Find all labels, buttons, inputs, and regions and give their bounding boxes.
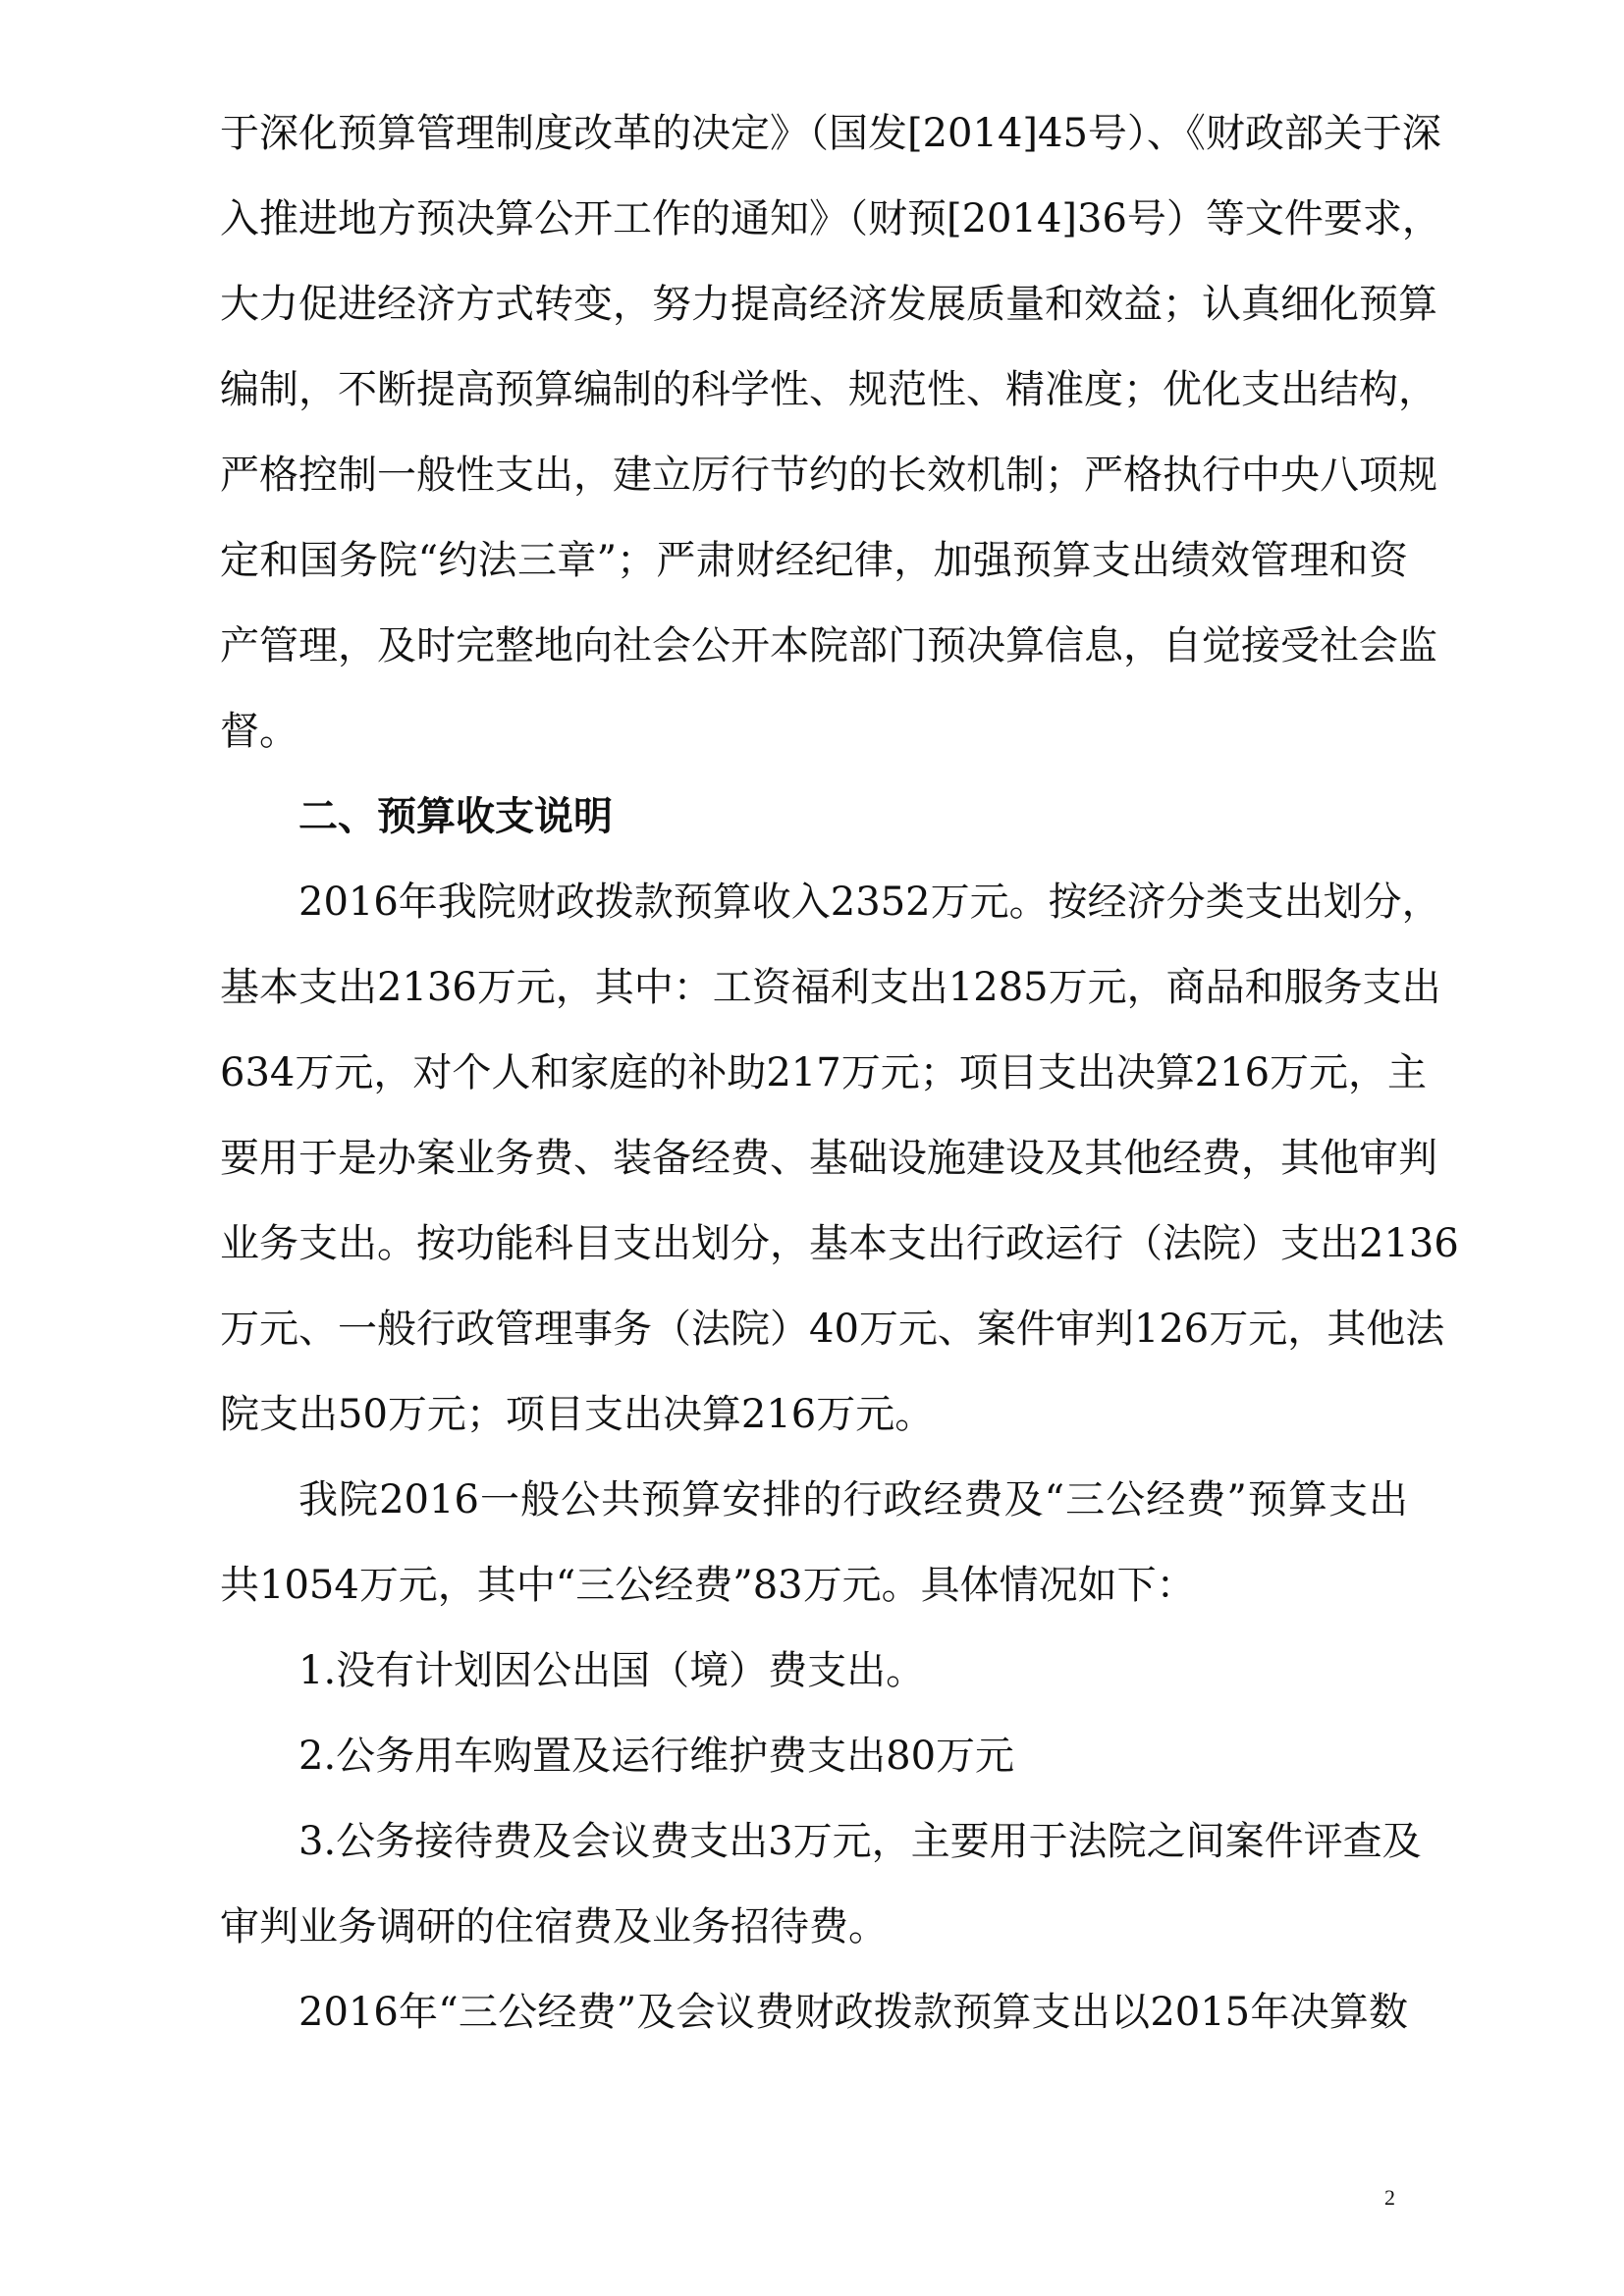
list-item-2: 2.公务用车购置及运行维护费支出80万元	[298, 1734, 1015, 1779]
paragraph-line-7: 产管理，及时完整地向社会公开本院部门预决算信息，自觉接受社会监	[220, 623, 1437, 668]
paragraph-line-15: 万元、一般行政管理事务（法院）40万元、案件审判126万元，其他法	[220, 1307, 1445, 1352]
paragraph-line-18: 共1054万元，其中“三公经费”83万元。具体情况如下：	[220, 1563, 1196, 1608]
list-item-1: 1.没有计划因公出国（境）费支出。	[298, 1648, 926, 1693]
paragraph-line-8: 督。	[220, 709, 298, 754]
section-heading: 二、预算收支说明	[298, 794, 613, 839]
paragraph-line-11: 基本支出2136万元，其中：工资福利支出1285万元，商品和服务支出	[220, 965, 1441, 1010]
list-item-3: 3.公务接待费及会议费支出3万元，主要用于法院之间案件评查及	[298, 1819, 1422, 1864]
paragraph-line-10: 2016年我院财政拨款预算收入2352万元。按经济分类支出划分，	[298, 880, 1441, 925]
paragraph-line-4: 编制，不断提高预算编制的科学性、规范性、精准度；优化支出结构，	[220, 367, 1437, 412]
paragraph-line-2: 入推进地方预决算公开工作的通知》（财预[2014]36号）等文件要求，	[220, 196, 1441, 241]
paragraph-line-16: 院支出50万元；项目支出决算216万元。	[220, 1392, 935, 1437]
paragraph-line-1: 于深化预算管理制度改革的决定》（国发[2014]45号）、《财政部关于深	[220, 111, 1441, 156]
paragraph-line-17: 我院2016一般公共预算安排的行政经费及“三公经费”预算支出	[298, 1477, 1408, 1522]
page-number: 2	[1384, 2185, 1395, 2210]
paragraph-line-14: 业务支出。按功能科目支出划分，基本支出行政运行（法院）支出2136	[220, 1221, 1459, 1266]
paragraph-line-12: 634万元，对个人和家庭的补助217万元；项目支出决算216万元，主	[220, 1050, 1428, 1095]
paragraph-line-3: 大力促进经济方式转变，努力提高经济发展质量和效益；认真细化预算	[220, 282, 1437, 327]
paragraph-line-23: 2016年“三公经费”及会议费财政拨款预算支出以2015年决算数	[298, 1990, 1408, 2035]
list-item-3-continuation: 审判业务调研的住宿费及业务招待费。	[220, 1904, 888, 1949]
paragraph-line-6: 定和国务院“约法三章”；严肃财经纪律，加强预算支出绩效管理和资	[220, 538, 1408, 583]
paragraph-line-5: 严格控制一般性支出，建立厉行节约的长效机制；严格执行中央八项规	[220, 453, 1437, 498]
paragraph-line-13: 要用于是办案业务费、装备经费、基础设施建设及其他经费，其他审判	[220, 1136, 1437, 1181]
